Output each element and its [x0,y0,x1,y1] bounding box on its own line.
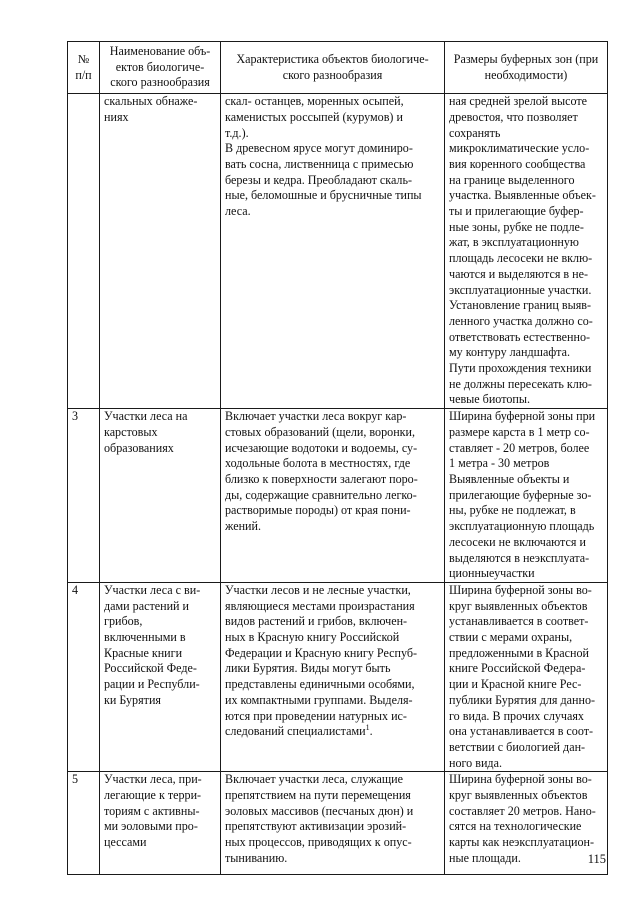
cell-num [68,94,100,409]
cell-buffer: Ширина буферной зоны во- круг выявленных объектов устанавливается в соответ- ствии с мерами охраны, предложенными в Красной книге Российской Федера- ции и Красной книге Рес- публики Бурятия для данно- го вида. В прочих случаях она устанавливается в соот- ветствии с биологией дан- ного вида. [445,582,608,771]
header-name: Наименование объ- ектов биологиче- ского разнообразия [100,42,221,94]
cell-characteristic [221,582,445,771]
table-row [68,409,608,583]
cell-buffer: Ширина буферной зоны во- круг выявленных объектов составляет 20 метров. Нано- сятся на технологические карты как неэксплуатацион- ные площади. [445,772,608,875]
footnote-marker: 1 [365,723,370,733]
cell-buffer: ная средней зрелой высоте древостоя, что позволяет сохранять микроклиматические усло- вия коренного сообщества на границе выделенного участка. Выявленные объек- ты и прилегающие буфер- ные зоны, рубке не подле- жат, в эксплуатационную площадь лесосеки не вклю- чаются и выделяются в не- эксплуатационные участки. Установление границ выяв- ленного участка должно со- ответствовать естественно- му контуру ландшафта. Пути прохождения техники не должны пересекать клю- чевые биотопы. [445,94,608,409]
biodiversity-table [67,41,608,875]
cell-num: 5 [68,772,100,875]
cell-characteristic: Включает участки леса вокруг кар- стовых образований (щели, воронки, исчезающие водотоки и водоемы, су- ходольные болота в местностях, где близко к поверхности залегают поро- ды, содержащие сравнительно легко- растворимые породы) от края пони- жений. [221,409,445,583]
cell-buffer: Ширина буферной зоны при размере карста в 1 метр со- ставляет - 20 метров, более 1 метра - 30 метров Выявленные объекты и прилегающие буферные зо- ны, рубке не подлежат, в эксплуатационную площадь лесосеки не включаются и выделяются в неэксплуата- ционныеучастки [445,409,608,583]
header-buffer: Размеры буферных зон (при необходимости) [445,42,608,94]
cell-num: 3 [68,409,100,583]
header-characteristic: Характеристика объектов биологиче- ского разнообразия [221,42,445,94]
characteristic-text: Участки лесов и не лесные участки, являющиеся местами произрастания видов растений и грибов, включен- ных в Красную книгу Российской Федерации и Красную книгу Респуб- лики Бурятия. Виды могут быть представлены единичными особями, их компактными группами. Выделя- ются при проведении натурных ис- следований специалистами [225,582,418,739]
cell-characteristic: Включает участки леса, служащие препятствием на пути перемещения эоловых массивов (песчаных дюн) и препятствуют активизации эрозий- ных процессов, приводящих к опус- тыниванию. [221,772,445,875]
characteristic-end: . [369,724,373,739]
table-row [68,772,608,875]
cell-name: скальных обнаже- ниях [100,94,221,409]
header-num: № п/п [68,42,100,94]
cell-num: 4 [68,582,100,771]
table-row [68,94,608,409]
table-row [68,582,608,771]
table-header-row [68,42,608,94]
cell-name: Участки леса на карстовых образованиях [100,409,221,583]
cell-name: Участки леса, при- легающие к терри- ториям с активны- ми эоловыми про- цессами [100,772,221,875]
cell-name: Участки леса с ви- дами растений и грибов, включенными в Красные книги Российской Феде- рации и Республи- ки Бурятия [100,582,221,771]
page-number: 115 [587,852,606,866]
cell-characteristic: скал- останцев, моренных осыпей, каменистых россыпей (курумов) и т.д.). В древесном ярусе могут доминиро- вать сосна, лиственница с примесью березы и кедра. Преобладают скаль- ные, беломошные и брусничные типы леса. [221,94,445,409]
